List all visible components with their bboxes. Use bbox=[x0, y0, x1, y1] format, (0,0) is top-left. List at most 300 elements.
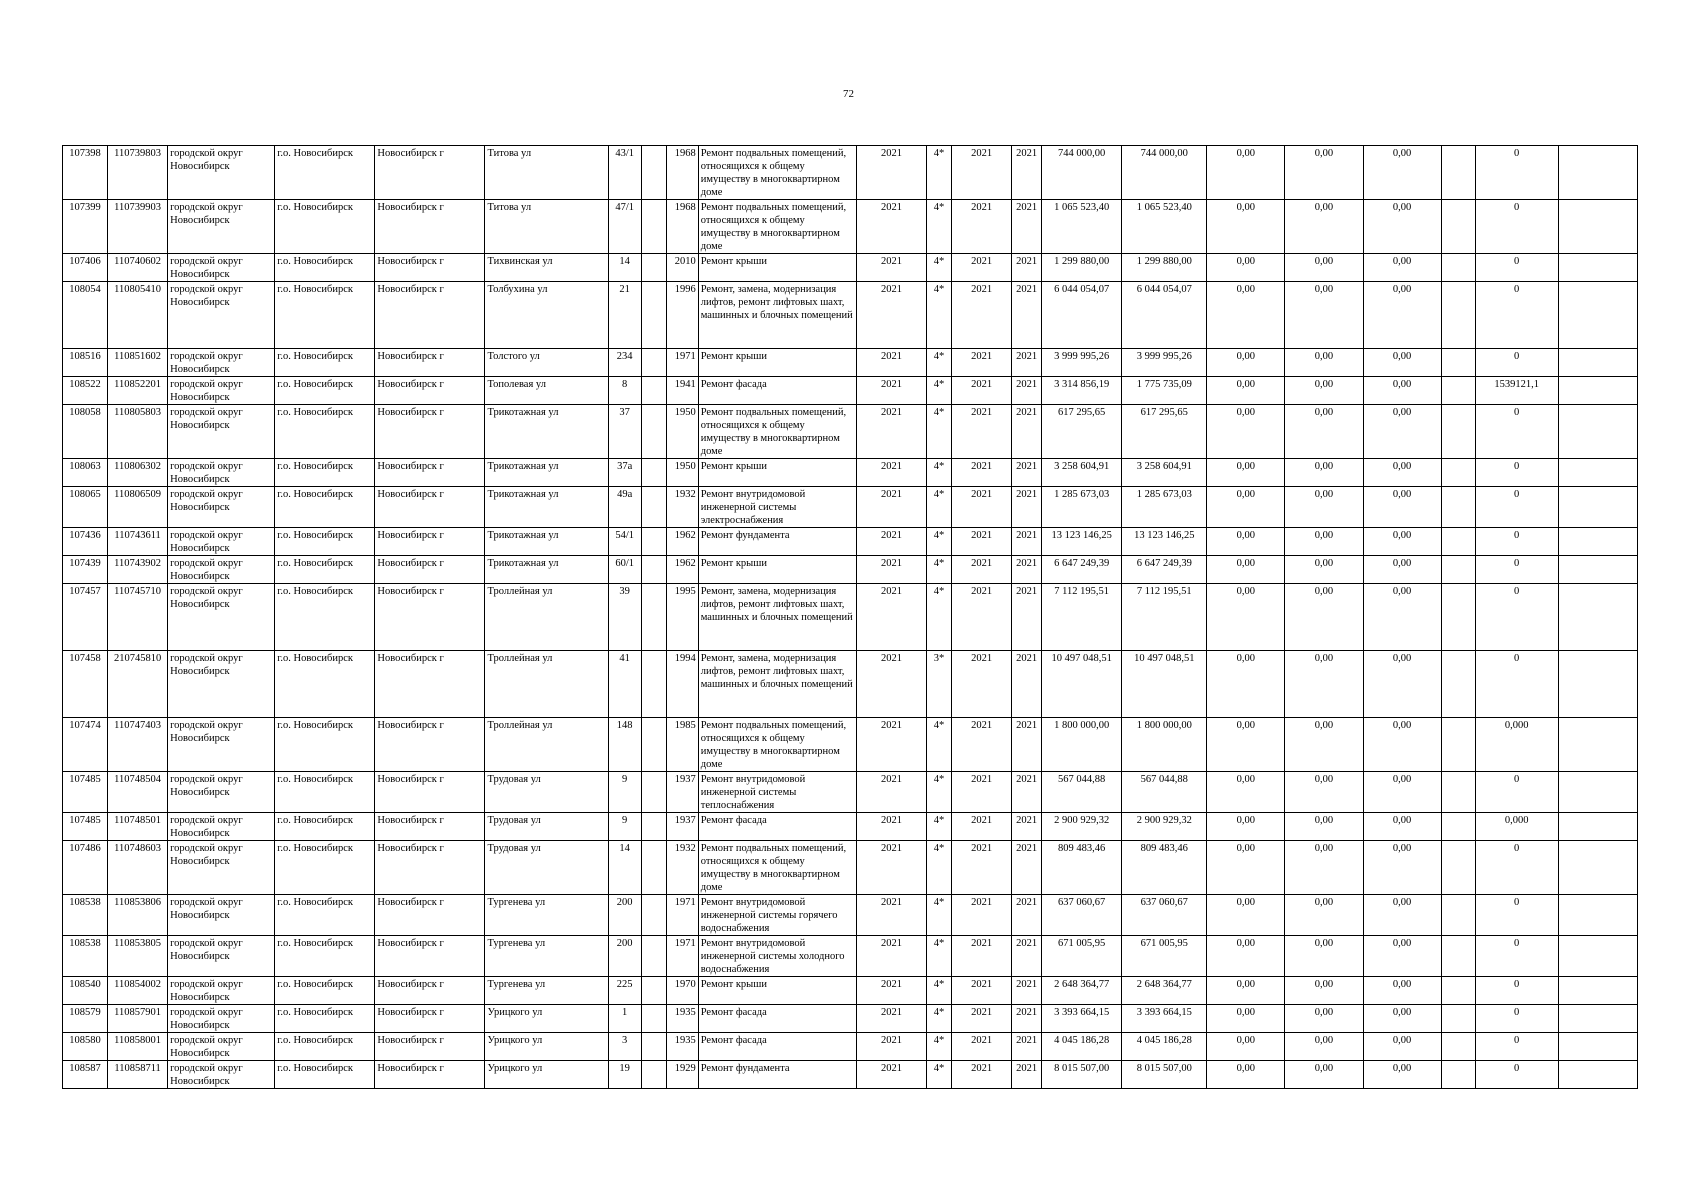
cell-start-year: 2021 bbox=[952, 487, 1012, 528]
cell-category: 4* bbox=[927, 528, 952, 556]
cell-regional-fund-cost: 671 005,95 bbox=[1122, 936, 1207, 977]
table-row bbox=[63, 1005, 1638, 1033]
cell-year-built: 1996 bbox=[666, 282, 698, 349]
cell-street: Титова ул bbox=[485, 146, 608, 200]
cell-federal-budget: 0,00 bbox=[1207, 487, 1285, 528]
cell-municipal-budget: 0,00 bbox=[1363, 487, 1441, 528]
table-row bbox=[63, 405, 1638, 459]
cell-house-code: 110857901 bbox=[108, 1005, 168, 1033]
cell-house-number: 14 bbox=[608, 254, 641, 282]
cell-extra-col bbox=[1558, 556, 1637, 584]
cell-extra-col bbox=[1558, 377, 1637, 405]
table-row bbox=[63, 282, 1638, 349]
cell-regional-budget: 0,00 bbox=[1285, 1061, 1363, 1089]
cell-category: 4* bbox=[927, 936, 952, 977]
cell-start-year: 2021 bbox=[952, 1061, 1012, 1089]
cell-regional-fund-cost: 3 999 995,26 bbox=[1122, 349, 1207, 377]
cell-empty-col bbox=[1441, 772, 1475, 813]
cell-street: Трикотажная ул bbox=[485, 487, 608, 528]
cell-house-number: 14 bbox=[608, 841, 641, 895]
cell-district: г.о. Новосибирск bbox=[275, 772, 375, 813]
cell-settlement: Новосибирск г bbox=[375, 282, 485, 349]
cell-street: Трикотажная ул bbox=[485, 556, 608, 584]
cell-regional-fund-cost: 1 285 673,03 bbox=[1122, 487, 1207, 528]
table-row bbox=[63, 1033, 1638, 1061]
cell-district: г.о. Новосибирск bbox=[275, 556, 375, 584]
cell-empty-col bbox=[1441, 584, 1475, 651]
cell-record-id: 107436 bbox=[63, 528, 108, 556]
cell-municipal-budget: 0,00 bbox=[1363, 841, 1441, 895]
cell-extra-col bbox=[1558, 528, 1637, 556]
cell-owners-funds: 0,000 bbox=[1475, 813, 1558, 841]
cell-district: г.о. Новосибирск bbox=[275, 282, 375, 349]
cell-start-year: 2021 bbox=[952, 651, 1012, 718]
cell-category: 4* bbox=[927, 1005, 952, 1033]
cell-record-id: 107458 bbox=[63, 651, 108, 718]
cell-regional-budget: 0,00 bbox=[1285, 1005, 1363, 1033]
cell-municipality: городской округ Новосибирск bbox=[168, 556, 275, 584]
table-row bbox=[63, 977, 1638, 1005]
cell-end-year: 2021 bbox=[1012, 977, 1042, 1005]
cell-category: 4* bbox=[927, 349, 952, 377]
cell-federal-budget: 0,00 bbox=[1207, 556, 1285, 584]
cell-building bbox=[641, 459, 666, 487]
cell-extra-col bbox=[1558, 487, 1637, 528]
cell-plan-year: 2021 bbox=[856, 349, 926, 377]
cell-record-id: 107406 bbox=[63, 254, 108, 282]
cell-regional-fund-cost: 13 123 146,25 bbox=[1122, 528, 1207, 556]
cell-federal-budget: 0,00 bbox=[1207, 772, 1285, 813]
cell-category: 4* bbox=[927, 1033, 952, 1061]
table-row bbox=[63, 841, 1638, 895]
cell-federal-budget: 0,00 bbox=[1207, 405, 1285, 459]
cell-building bbox=[641, 146, 666, 200]
cell-house-number: 54/1 bbox=[608, 528, 641, 556]
cell-regional-fund-cost: 4 045 186,28 bbox=[1122, 1033, 1207, 1061]
cell-municipality: городской округ Новосибирск bbox=[168, 651, 275, 718]
cell-empty-col bbox=[1441, 841, 1475, 895]
cell-district: г.о. Новосибирск bbox=[275, 528, 375, 556]
cell-category: 4* bbox=[927, 254, 952, 282]
cell-empty-col bbox=[1441, 459, 1475, 487]
cell-plan-year: 2021 bbox=[856, 528, 926, 556]
cell-house-number: 60/1 bbox=[608, 556, 641, 584]
cell-empty-col bbox=[1441, 146, 1475, 200]
cell-building bbox=[641, 556, 666, 584]
cell-settlement: Новосибирск г bbox=[375, 772, 485, 813]
cell-federal-budget: 0,00 bbox=[1207, 584, 1285, 651]
cell-total-cost: 1 299 880,00 bbox=[1042, 254, 1122, 282]
cell-municipal-budget: 0,00 bbox=[1363, 1005, 1441, 1033]
cell-street: Трикотажная ул bbox=[485, 528, 608, 556]
cell-record-id: 108538 bbox=[63, 895, 108, 936]
cell-federal-budget: 0,00 bbox=[1207, 200, 1285, 254]
cell-house-number: 19 bbox=[608, 1061, 641, 1089]
cell-total-cost: 671 005,95 bbox=[1042, 936, 1122, 977]
cell-plan-year: 2021 bbox=[856, 1033, 926, 1061]
cell-end-year: 2021 bbox=[1012, 718, 1042, 772]
cell-total-cost: 6 044 054,07 bbox=[1042, 282, 1122, 349]
cell-owners-funds: 0 bbox=[1475, 487, 1558, 528]
cell-end-year: 2021 bbox=[1012, 1033, 1042, 1061]
cell-building bbox=[641, 377, 666, 405]
cell-regional-fund-cost: 7 112 195,51 bbox=[1122, 584, 1207, 651]
cell-building bbox=[641, 487, 666, 528]
cell-house-code: 110805803 bbox=[108, 405, 168, 459]
cell-empty-col bbox=[1441, 1005, 1475, 1033]
cell-building bbox=[641, 349, 666, 377]
cell-municipal-budget: 0,00 bbox=[1363, 936, 1441, 977]
table-row bbox=[63, 718, 1638, 772]
cell-plan-year: 2021 bbox=[856, 772, 926, 813]
cell-extra-col bbox=[1558, 459, 1637, 487]
cell-settlement: Новосибирск г bbox=[375, 841, 485, 895]
cell-work-type: Ремонт внутридомовой инженерной системы горячего водоснабжения bbox=[698, 895, 856, 936]
cell-house-code: 110739803 bbox=[108, 146, 168, 200]
cell-street: Тургенева ул bbox=[485, 936, 608, 977]
cell-owners-funds: 0 bbox=[1475, 584, 1558, 651]
cell-total-cost: 744 000,00 bbox=[1042, 146, 1122, 200]
cell-regional-fund-cost: 1 065 523,40 bbox=[1122, 200, 1207, 254]
cell-regional-budget: 0,00 bbox=[1285, 487, 1363, 528]
cell-house-code: 110805410 bbox=[108, 282, 168, 349]
cell-record-id: 108065 bbox=[63, 487, 108, 528]
cell-regional-fund-cost: 2 900 929,32 bbox=[1122, 813, 1207, 841]
cell-house-number: 9 bbox=[608, 772, 641, 813]
cell-empty-col bbox=[1441, 556, 1475, 584]
cell-federal-budget: 0,00 bbox=[1207, 528, 1285, 556]
cell-house-code: 110853805 bbox=[108, 936, 168, 977]
cell-year-built: 1929 bbox=[666, 1061, 698, 1089]
cell-year-built: 1935 bbox=[666, 1033, 698, 1061]
cell-municipal-budget: 0,00 bbox=[1363, 895, 1441, 936]
cell-start-year: 2021 bbox=[952, 528, 1012, 556]
cell-federal-budget: 0,00 bbox=[1207, 254, 1285, 282]
cell-extra-col bbox=[1558, 282, 1637, 349]
cell-category: 4* bbox=[927, 556, 952, 584]
cell-work-type: Ремонт внутридомовой инженерной системы теплоснабжения bbox=[698, 772, 856, 813]
cell-total-cost: 6 647 249,39 bbox=[1042, 556, 1122, 584]
cell-federal-budget: 0,00 bbox=[1207, 977, 1285, 1005]
cell-record-id: 107398 bbox=[63, 146, 108, 200]
cell-municipality: городской округ Новосибирск bbox=[168, 813, 275, 841]
cell-federal-budget: 0,00 bbox=[1207, 718, 1285, 772]
cell-empty-col bbox=[1441, 936, 1475, 977]
cell-year-built: 1935 bbox=[666, 1005, 698, 1033]
cell-municipality: городской округ Новосибирск bbox=[168, 718, 275, 772]
cell-end-year: 2021 bbox=[1012, 813, 1042, 841]
cell-category: 4* bbox=[927, 282, 952, 349]
cell-record-id: 108540 bbox=[63, 977, 108, 1005]
cell-empty-col bbox=[1441, 487, 1475, 528]
cell-house-number: 37 bbox=[608, 405, 641, 459]
cell-building bbox=[641, 584, 666, 651]
cell-district: г.о. Новосибирск bbox=[275, 487, 375, 528]
cell-regional-fund-cost: 6 044 054,07 bbox=[1122, 282, 1207, 349]
cell-building bbox=[641, 1061, 666, 1089]
cell-empty-col bbox=[1441, 405, 1475, 459]
cell-start-year: 2021 bbox=[952, 405, 1012, 459]
cell-district: г.о. Новосибирск bbox=[275, 459, 375, 487]
cell-plan-year: 2021 bbox=[856, 936, 926, 977]
cell-empty-col bbox=[1441, 254, 1475, 282]
cell-regional-fund-cost: 1 775 735,09 bbox=[1122, 377, 1207, 405]
cell-house-code: 110739903 bbox=[108, 200, 168, 254]
table-row bbox=[63, 651, 1638, 718]
cell-regional-fund-cost: 617 295,65 bbox=[1122, 405, 1207, 459]
cell-total-cost: 1 065 523,40 bbox=[1042, 200, 1122, 254]
cell-regional-budget: 0,00 bbox=[1285, 651, 1363, 718]
cell-municipality: городской округ Новосибирск bbox=[168, 584, 275, 651]
table-row bbox=[63, 584, 1638, 651]
cell-total-cost: 3 393 664,15 bbox=[1042, 1005, 1122, 1033]
cell-regional-fund-cost: 3 393 664,15 bbox=[1122, 1005, 1207, 1033]
cell-house-number: 3 bbox=[608, 1033, 641, 1061]
cell-district: г.о. Новосибирск bbox=[275, 1061, 375, 1089]
cell-owners-funds: 0 bbox=[1475, 772, 1558, 813]
cell-house-number: 47/1 bbox=[608, 200, 641, 254]
cell-record-id: 108516 bbox=[63, 349, 108, 377]
cell-end-year: 2021 bbox=[1012, 146, 1042, 200]
cell-extra-col bbox=[1558, 146, 1637, 200]
cell-regional-budget: 0,00 bbox=[1285, 772, 1363, 813]
cell-work-type: Ремонт, замена, модернизация лифтов, ремонт лифтовых шахт, машинных и блочных помещений bbox=[698, 584, 856, 651]
cell-regional-budget: 0,00 bbox=[1285, 841, 1363, 895]
cell-settlement: Новосибирск г bbox=[375, 528, 485, 556]
table-row bbox=[63, 895, 1638, 936]
cell-house-code: 110748504 bbox=[108, 772, 168, 813]
cell-regional-budget: 0,00 bbox=[1285, 459, 1363, 487]
cell-regional-budget: 0,00 bbox=[1285, 146, 1363, 200]
cell-street: Урицкого ул bbox=[485, 1005, 608, 1033]
cell-street: Тургенева ул bbox=[485, 977, 608, 1005]
cell-municipal-budget: 0,00 bbox=[1363, 556, 1441, 584]
cell-settlement: Новосибирск г bbox=[375, 254, 485, 282]
cell-end-year: 2021 bbox=[1012, 254, 1042, 282]
cell-plan-year: 2021 bbox=[856, 584, 926, 651]
cell-federal-budget: 0,00 bbox=[1207, 282, 1285, 349]
cell-extra-col bbox=[1558, 651, 1637, 718]
cell-municipality: городской округ Новосибирск bbox=[168, 895, 275, 936]
cell-municipal-budget: 0,00 bbox=[1363, 977, 1441, 1005]
cell-category: 4* bbox=[927, 841, 952, 895]
cell-federal-budget: 0,00 bbox=[1207, 1033, 1285, 1061]
cell-regional-budget: 0,00 bbox=[1285, 977, 1363, 1005]
cell-work-type: Ремонт подвальных помещений, относящихся к общему имуществу в многоквартирном доме bbox=[698, 405, 856, 459]
cell-settlement: Новосибирск г bbox=[375, 584, 485, 651]
cell-end-year: 2021 bbox=[1012, 377, 1042, 405]
cell-house-code: 110743611 bbox=[108, 528, 168, 556]
cell-record-id: 108538 bbox=[63, 936, 108, 977]
cell-municipal-budget: 0,00 bbox=[1363, 405, 1441, 459]
cell-total-cost: 1 285 673,03 bbox=[1042, 487, 1122, 528]
cell-start-year: 2021 bbox=[952, 718, 1012, 772]
cell-end-year: 2021 bbox=[1012, 1005, 1042, 1033]
cell-total-cost: 3 314 856,19 bbox=[1042, 377, 1122, 405]
cell-start-year: 2021 bbox=[952, 584, 1012, 651]
cell-federal-budget: 0,00 bbox=[1207, 895, 1285, 936]
cell-start-year: 2021 bbox=[952, 349, 1012, 377]
cell-house-number: 1 bbox=[608, 1005, 641, 1033]
cell-regional-budget: 0,00 bbox=[1285, 813, 1363, 841]
cell-municipality: городской округ Новосибирск bbox=[168, 282, 275, 349]
cell-regional-fund-cost: 6 647 249,39 bbox=[1122, 556, 1207, 584]
cell-building bbox=[641, 895, 666, 936]
cell-house-number: 148 bbox=[608, 718, 641, 772]
cell-building bbox=[641, 936, 666, 977]
cell-year-built: 1971 bbox=[666, 936, 698, 977]
cell-owners-funds: 0 bbox=[1475, 146, 1558, 200]
cell-extra-col bbox=[1558, 254, 1637, 282]
cell-work-type: Ремонт фасада bbox=[698, 1033, 856, 1061]
cell-plan-year: 2021 bbox=[856, 1005, 926, 1033]
cell-total-cost: 13 123 146,25 bbox=[1042, 528, 1122, 556]
cell-settlement: Новосибирск г bbox=[375, 1061, 485, 1089]
cell-regional-fund-cost: 567 044,88 bbox=[1122, 772, 1207, 813]
cell-street: Толбухина ул bbox=[485, 282, 608, 349]
cell-municipality: городской округ Новосибирск bbox=[168, 528, 275, 556]
cell-category: 4* bbox=[927, 813, 952, 841]
cell-municipal-budget: 0,00 bbox=[1363, 146, 1441, 200]
cell-extra-col bbox=[1558, 813, 1637, 841]
cell-total-cost: 809 483,46 bbox=[1042, 841, 1122, 895]
cell-year-built: 1962 bbox=[666, 556, 698, 584]
cell-regional-budget: 0,00 bbox=[1285, 377, 1363, 405]
cell-plan-year: 2021 bbox=[856, 895, 926, 936]
cell-record-id: 107399 bbox=[63, 200, 108, 254]
cell-empty-col bbox=[1441, 349, 1475, 377]
cell-federal-budget: 0,00 bbox=[1207, 349, 1285, 377]
cell-building bbox=[641, 405, 666, 459]
cell-year-built: 1971 bbox=[666, 349, 698, 377]
cell-district: г.о. Новосибирск bbox=[275, 718, 375, 772]
cell-house-number: 41 bbox=[608, 651, 641, 718]
table-row bbox=[63, 556, 1638, 584]
cell-work-type: Ремонт, замена, модернизация лифтов, ремонт лифтовых шахт, машинных и блочных помещений bbox=[698, 651, 856, 718]
cell-district: г.о. Новосибирск bbox=[275, 584, 375, 651]
cell-end-year: 2021 bbox=[1012, 772, 1042, 813]
cell-category: 4* bbox=[927, 405, 952, 459]
table-row bbox=[63, 200, 1638, 254]
cell-extra-col bbox=[1558, 936, 1637, 977]
table-row bbox=[63, 1061, 1638, 1089]
cell-street: Трудовая ул bbox=[485, 841, 608, 895]
cell-street: Тургенева ул bbox=[485, 895, 608, 936]
cell-plan-year: 2021 bbox=[856, 200, 926, 254]
cell-category: 4* bbox=[927, 200, 952, 254]
cell-record-id: 108058 bbox=[63, 405, 108, 459]
cell-category: 4* bbox=[927, 487, 952, 528]
cell-federal-budget: 0,00 bbox=[1207, 1005, 1285, 1033]
cell-street: Толстого ул bbox=[485, 349, 608, 377]
cell-house-code: 110745710 bbox=[108, 584, 168, 651]
cell-start-year: 2021 bbox=[952, 556, 1012, 584]
cell-house-number: 234 bbox=[608, 349, 641, 377]
cell-end-year: 2021 bbox=[1012, 528, 1042, 556]
cell-start-year: 2021 bbox=[952, 200, 1012, 254]
cell-year-built: 1950 bbox=[666, 459, 698, 487]
cell-federal-budget: 0,00 bbox=[1207, 651, 1285, 718]
cell-owners-funds: 0 bbox=[1475, 651, 1558, 718]
cell-municipal-budget: 0,00 bbox=[1363, 528, 1441, 556]
cell-owners-funds: 0 bbox=[1475, 556, 1558, 584]
cell-year-built: 1932 bbox=[666, 841, 698, 895]
cell-regional-fund-cost: 1 299 880,00 bbox=[1122, 254, 1207, 282]
cell-building bbox=[641, 977, 666, 1005]
cell-empty-col bbox=[1441, 1061, 1475, 1089]
cell-work-type: Ремонт подвальных помещений, относящихся к общему имуществу в многоквартирном доме bbox=[698, 841, 856, 895]
cell-regional-fund-cost: 8 015 507,00 bbox=[1122, 1061, 1207, 1089]
cell-district: г.о. Новосибирск bbox=[275, 200, 375, 254]
cell-end-year: 2021 bbox=[1012, 405, 1042, 459]
cell-building bbox=[641, 718, 666, 772]
cell-year-built: 1968 bbox=[666, 200, 698, 254]
cell-street: Троллейная ул bbox=[485, 584, 608, 651]
cell-house-number: 37а bbox=[608, 459, 641, 487]
cell-municipality: городской округ Новосибирск bbox=[168, 405, 275, 459]
cell-street: Тихвинская ул bbox=[485, 254, 608, 282]
cell-federal-budget: 0,00 bbox=[1207, 813, 1285, 841]
cell-settlement: Новосибирск г bbox=[375, 651, 485, 718]
cell-house-code: 110854002 bbox=[108, 977, 168, 1005]
cell-owners-funds: 0 bbox=[1475, 936, 1558, 977]
cell-house-code: 110740602 bbox=[108, 254, 168, 282]
cell-plan-year: 2021 bbox=[856, 146, 926, 200]
cell-house-code: 110806509 bbox=[108, 487, 168, 528]
cell-record-id: 108579 bbox=[63, 1005, 108, 1033]
cell-owners-funds: 0 bbox=[1475, 841, 1558, 895]
cell-end-year: 2021 bbox=[1012, 200, 1042, 254]
cell-record-id: 107485 bbox=[63, 772, 108, 813]
cell-record-id: 107474 bbox=[63, 718, 108, 772]
cell-street: Урицкого ул bbox=[485, 1033, 608, 1061]
cell-plan-year: 2021 bbox=[856, 556, 926, 584]
cell-district: г.о. Новосибирск bbox=[275, 1033, 375, 1061]
cell-work-type: Ремонт фундамента bbox=[698, 1061, 856, 1089]
cell-regional-fund-cost: 809 483,46 bbox=[1122, 841, 1207, 895]
cell-municipal-budget: 0,00 bbox=[1363, 254, 1441, 282]
cell-start-year: 2021 bbox=[952, 377, 1012, 405]
cell-house-number: 200 bbox=[608, 895, 641, 936]
cell-house-code: 110748501 bbox=[108, 813, 168, 841]
cell-extra-col bbox=[1558, 895, 1637, 936]
cell-end-year: 2021 bbox=[1012, 841, 1042, 895]
cell-house-number: 200 bbox=[608, 936, 641, 977]
cell-plan-year: 2021 bbox=[856, 1061, 926, 1089]
cell-plan-year: 2021 bbox=[856, 459, 926, 487]
cell-district: г.о. Новосибирск bbox=[275, 377, 375, 405]
table-row bbox=[63, 813, 1638, 841]
cell-extra-col bbox=[1558, 1061, 1637, 1089]
cell-municipality: городской округ Новосибирск bbox=[168, 200, 275, 254]
cell-municipality: городской округ Новосибирск bbox=[168, 1005, 275, 1033]
cell-municipality: городской округ Новосибирск bbox=[168, 487, 275, 528]
cell-house-number: 8 bbox=[608, 377, 641, 405]
cell-house-code: 110748603 bbox=[108, 841, 168, 895]
cell-regional-fund-cost: 2 648 364,77 bbox=[1122, 977, 1207, 1005]
cell-plan-year: 2021 bbox=[856, 377, 926, 405]
cell-regional-fund-cost: 3 258 604,91 bbox=[1122, 459, 1207, 487]
cell-category: 4* bbox=[927, 718, 952, 772]
cell-settlement: Новосибирск г bbox=[375, 146, 485, 200]
cell-municipal-budget: 0,00 bbox=[1363, 1061, 1441, 1089]
cell-street: Трикотажная ул bbox=[485, 459, 608, 487]
cell-house-code: 110853806 bbox=[108, 895, 168, 936]
cell-empty-col bbox=[1441, 813, 1475, 841]
cell-settlement: Новосибирск г bbox=[375, 1033, 485, 1061]
table-row bbox=[63, 772, 1638, 813]
cell-empty-col bbox=[1441, 282, 1475, 349]
